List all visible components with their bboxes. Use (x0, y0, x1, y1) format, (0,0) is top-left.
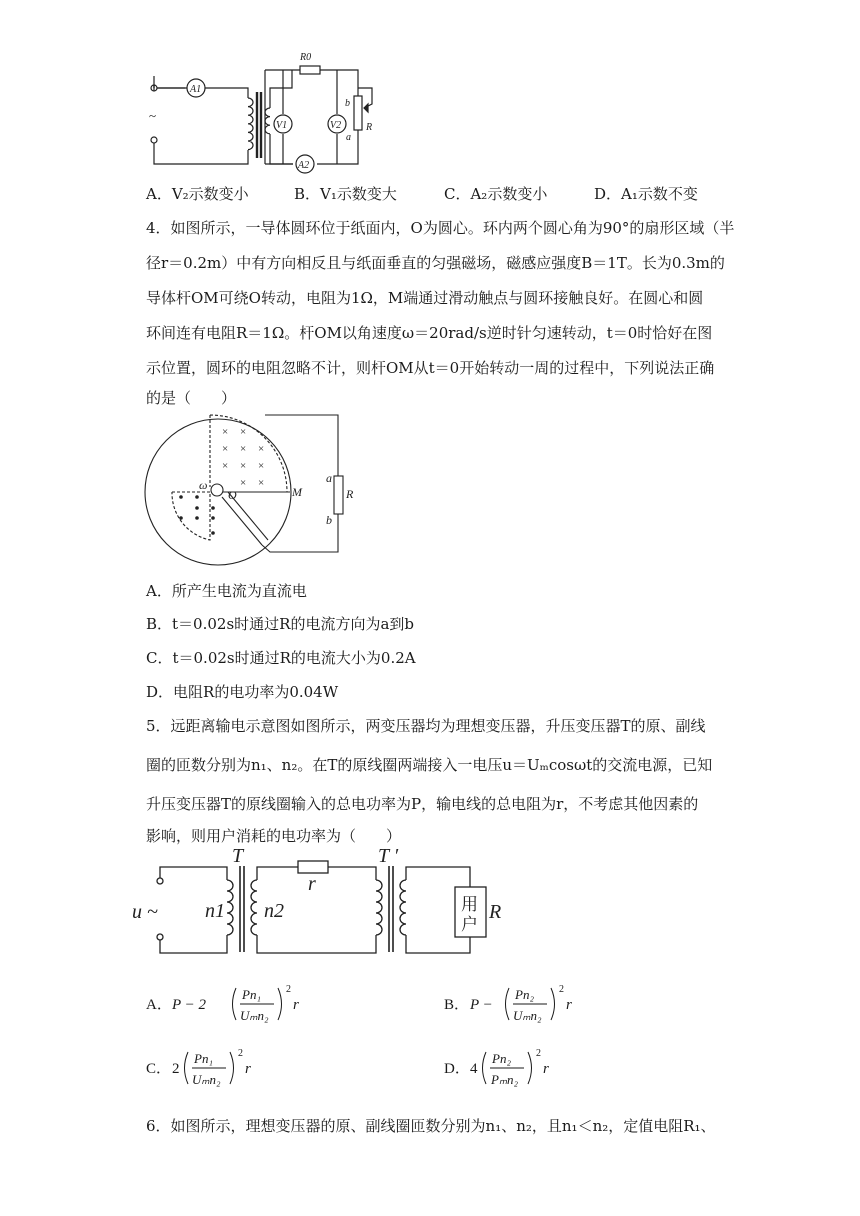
q5-d-num: Pn₂ (492, 1051, 511, 1066)
r-line-label: r (308, 873, 316, 895)
q5-d-exp: 2 (536, 1048, 541, 1059)
q5-d-label: D． (444, 1061, 470, 1077)
q3-option-d[interactable]: D．A₁示数不变 (594, 185, 698, 203)
q3-option-b[interactable]: B．V₁示数变大 (294, 185, 397, 203)
q4-option-b[interactable]: B．t＝0.02s时通过R的电流方向为a到b (146, 615, 414, 633)
q5-b-label: B． (444, 997, 470, 1013)
svg-text:×: × (222, 426, 229, 438)
a-label: a (346, 132, 351, 143)
q4-option-d[interactable]: D．电阻R的电功率为0.04W (146, 683, 339, 701)
t-prime-label: T ′ (378, 845, 399, 867)
q4-option-a[interactable]: A．所产生电流为直流电 (146, 582, 307, 600)
b-label: b (345, 98, 350, 109)
q5-d-den: Pₘn₂ (491, 1072, 519, 1087)
q5-d-post: r (543, 1061, 549, 1077)
v2-label: V2 (330, 120, 342, 131)
q4-text-line-6: 的是（ ） (146, 389, 237, 407)
omega-label: ω (199, 478, 208, 492)
q5-b-den: Uₘn₂ (513, 1008, 542, 1023)
q4-option-c[interactable]: C．t＝0.02s时通过R的电流大小为0.2A (146, 649, 416, 667)
q4-text-line-2: 径r＝0.2m）中有方向相反且与纸面垂直的匀强磁场，磁感应强度B＝1T。长为0.3m的 (146, 254, 725, 272)
svg-text:×: × (222, 443, 229, 455)
n1-label: n1 (205, 900, 225, 922)
q4-text-line-3: 导体杆OM可绕O转动，电阻为1Ω，M端通过滑动触点与圆环接触良好。在圆心和圆 (146, 289, 704, 307)
q5-c-den: Uₘn₂ (192, 1072, 221, 1087)
svg-text:×: × (240, 443, 247, 455)
q5-b-exp: 2 (559, 984, 564, 995)
user-label-1: 用 (461, 895, 478, 914)
svg-text:×: × (258, 477, 265, 489)
r0-label: R0 (300, 52, 312, 63)
q3-option-a[interactable]: A．V₂示数变小 (146, 185, 249, 203)
q5-text-line-3: 升压变压器T的原线圈输入的总电功率为P，输电线的总电阻为r，不考虑其他因素的 (146, 795, 699, 813)
q3-option-c[interactable]: C．A₂示数变小 (444, 185, 548, 203)
t-label: T (232, 845, 244, 867)
q5-b-pre: P − (470, 997, 493, 1013)
R-user-label: R (489, 901, 502, 923)
q5-b-num: Pn₂ (515, 987, 534, 1002)
svg-text:×: × (258, 443, 265, 455)
q5-c-exp: 2 (238, 1048, 243, 1059)
q5-text-line-2: 圈的匝数分别为n₁、n₂。在T的原线圈两端接入一电压u＝Uₘcosωt的交流电源，已知 (146, 756, 713, 774)
q5-c-num: Pn₁ (194, 1051, 213, 1066)
q4-text-line-4: 环间连有电阻R＝1Ω。杆OM以角速度ω＝20rad/s逆时针匀速转动，t＝0时恰好在图 (146, 324, 713, 342)
svg-text:×: × (240, 477, 247, 489)
a-terminal-label: a (326, 471, 332, 485)
q5-a-exp: 2 (286, 984, 291, 995)
q4-text-line-5: 示位置，圆环的电阻忽略不计，则杆OM从t＝0开始转动一周的过程中，下列说法正确 (146, 359, 715, 377)
q5-a-num: Pn₁ (242, 987, 261, 1002)
svg-text:×: × (258, 460, 265, 472)
r-resistor-label: R (346, 487, 354, 501)
q5-d-pre: 4 (470, 1061, 478, 1077)
v1-label: V1 (276, 120, 288, 131)
a2-label: A2 (298, 160, 310, 171)
q6-text-line-1: 6．如图所示，理想变压器的原、副线圈匝数分别为n₁、n₂，且n₁＜n₂，定值电阻R₁、 (146, 1117, 716, 1135)
q5-c-label: C． (146, 1061, 172, 1077)
n2-label: n2 (264, 900, 284, 922)
svg-text:×: × (240, 460, 247, 472)
u-source-label: u ~ (132, 901, 158, 923)
q5-a-post: r (293, 997, 299, 1013)
q4-text-line-1: 4．如图所示，一导体圆环位于纸面内，O为圆心。环内两个圆心角为90°的扇形区域（半 (146, 219, 735, 237)
m-label: M (292, 485, 302, 499)
q5-a-pre: P − 2 (172, 997, 207, 1013)
q5-a-den: Uₘn₂ (240, 1008, 269, 1023)
a1-label: A1 (190, 84, 202, 95)
user-label-2: 户 (461, 915, 478, 934)
q5-c-post: r (245, 1061, 251, 1077)
svg-text:×: × (240, 426, 247, 438)
q5-text-line-4: 影响，则用户消耗的电功率为（ ） (146, 827, 402, 845)
q5-c-pre: 2 (172, 1061, 180, 1077)
q5-b-post: r (566, 997, 572, 1013)
svg-text:×: × (222, 460, 229, 472)
q5-text-line-1: 5．远距离输电示意图如图所示，两变压器均为理想变压器，升压变压器T的原、副线 (146, 717, 706, 735)
o-label: O (228, 488, 237, 502)
r-label: R (366, 122, 373, 133)
b-terminal-label: b (326, 513, 332, 527)
q5-a-label: A． (146, 997, 172, 1013)
ac-symbol: ~ (149, 108, 157, 123)
